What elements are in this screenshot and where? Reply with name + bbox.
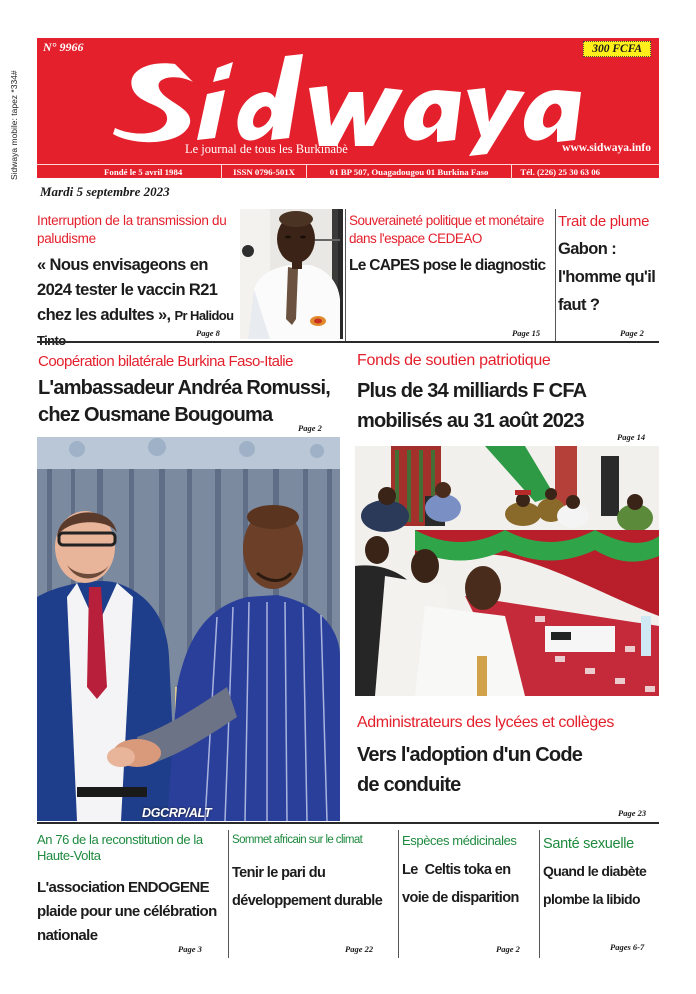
column-divider (398, 830, 399, 958)
info-band (37, 164, 659, 179)
issue-number: N° 9966 (43, 40, 84, 54)
column-divider (228, 830, 229, 958)
column-divider (555, 209, 556, 341)
photo-meeting (355, 446, 659, 696)
article-kicker: Interruption de la transmission du paludisme (37, 213, 227, 246)
tagline: Le journal de tous les Burkinabè (185, 142, 348, 156)
photo-handshake-image (37, 437, 340, 821)
article-patriotic-fund[interactable] (357, 350, 659, 436)
logo-letter-d (237, 54, 303, 141)
logo-letter-y (467, 88, 525, 156)
photo-halidou-tinto (240, 209, 343, 339)
website-link[interactable]: www.sidwaya.info (562, 142, 651, 154)
photo-halidou-tinto-image (240, 209, 343, 339)
article-headline[interactable] (37, 253, 242, 353)
price-badge: 300 FCFA (583, 41, 651, 57)
article-headline: Tenir le pari du développement durable (232, 865, 383, 909)
article-headline: Le Celtis toka en voie de disparition (402, 862, 519, 906)
article-kicker: Espèces médicinales (402, 833, 517, 848)
article-haute-volta[interactable] (37, 832, 225, 948)
page-ref[interactable]: Pages 6-7 (610, 942, 645, 952)
article-kicker: Trait de plume (558, 213, 650, 230)
page-ref[interactable]: Page 2 (298, 423, 322, 433)
article-cedeao[interactable] (349, 212, 554, 277)
article-medicinal-species[interactable] (402, 832, 538, 912)
article-headline: Gabon : l'homme qu'il faut ? (558, 240, 656, 314)
article-kicker: Souveraineté politique et monétaire dans l'espace CEDEAO (349, 213, 544, 246)
masthead (37, 38, 659, 178)
founded-date: Fondé le 5 avril 1984 (37, 165, 222, 179)
headline-author: Pr Halidou (174, 308, 234, 323)
article-italy-cooperation[interactable] (38, 352, 346, 429)
page-ref[interactable]: Page 14 (617, 432, 646, 442)
article-sexual-health[interactable] (543, 834, 659, 913)
page-ref[interactable]: Page 8 (196, 328, 220, 338)
photo-handshake (37, 437, 340, 821)
article-headline: L'association ENDOGENE plaide pour une célébration nationale (37, 879, 217, 944)
photo-credit: DGCRP/ALT (142, 806, 212, 820)
logo-letter-a2 (524, 90, 581, 142)
page-ref[interactable]: Page 22 (345, 944, 374, 954)
photo-meeting-image (355, 446, 659, 696)
article-headline: Plus de 34 milliards F CFA mobilisés au 31 août 2023 (357, 380, 586, 432)
headline-quote: « Nous envisageons en 2024 tester le vaccin R21 chez les adultes », (37, 256, 218, 324)
logo-letter-i-dot (213, 62, 233, 82)
logo-letter-w (309, 86, 403, 146)
column-divider (539, 830, 540, 958)
page-ref[interactable]: Page 23 (618, 808, 647, 818)
issue-date: Mardi 5 septembre 2023 (40, 184, 170, 199)
phone-number: Tél. (226) 25 30 63 06 (520, 167, 601, 177)
article-school-administrators[interactable] (357, 712, 659, 800)
issn: ISSN 0796-501X (222, 165, 307, 179)
side-mobile-note-text: Sidwaya mobile: tapez *334# (9, 70, 19, 180)
page-ref[interactable]: Page 15 (512, 328, 541, 338)
article-kicker: Santé sexuelle (543, 836, 634, 852)
section-divider (37, 822, 659, 824)
article-kicker: An 76 de la reconstitution de la Haute-Volta (37, 832, 203, 863)
column-divider (345, 209, 346, 341)
article-kicker: Coopération bilatérale Burkina Faso-Italie (38, 353, 293, 370)
article-headline: Quand le diabète plombe la libido (543, 863, 647, 907)
side-mobile-note (9, 40, 23, 180)
article-headline: Vers l'adoption d'un Code de conduite (357, 744, 583, 796)
article-headline: L'ambassadeur Andréa Romussi, chez Ousmane Bougouma (38, 377, 331, 426)
article-climate-summit[interactable] (232, 832, 398, 915)
sidwaya-logo (97, 42, 617, 160)
postal-address: 01 BP 507, Ouagadougou 01 Burkina Faso (307, 165, 513, 179)
article-kicker: Sommet africain sur le climat (232, 834, 363, 846)
article-kicker: Administrateurs des lycées et collèges (357, 714, 614, 731)
article-trait-de-plume[interactable] (558, 212, 659, 319)
section-divider (37, 341, 659, 343)
page-ref[interactable]: Page 2 (620, 328, 644, 338)
logo-letter-a1 (404, 90, 461, 142)
page-ref[interactable]: Page 3 (178, 944, 202, 954)
logo-letter-i (197, 90, 225, 140)
article-headline: Le CAPES pose le diagnostic (349, 257, 546, 274)
logo-letter-s (113, 63, 193, 142)
article-kicker: Fonds de soutien patriotique (357, 352, 551, 369)
page-ref[interactable]: Page 2 (496, 944, 520, 954)
